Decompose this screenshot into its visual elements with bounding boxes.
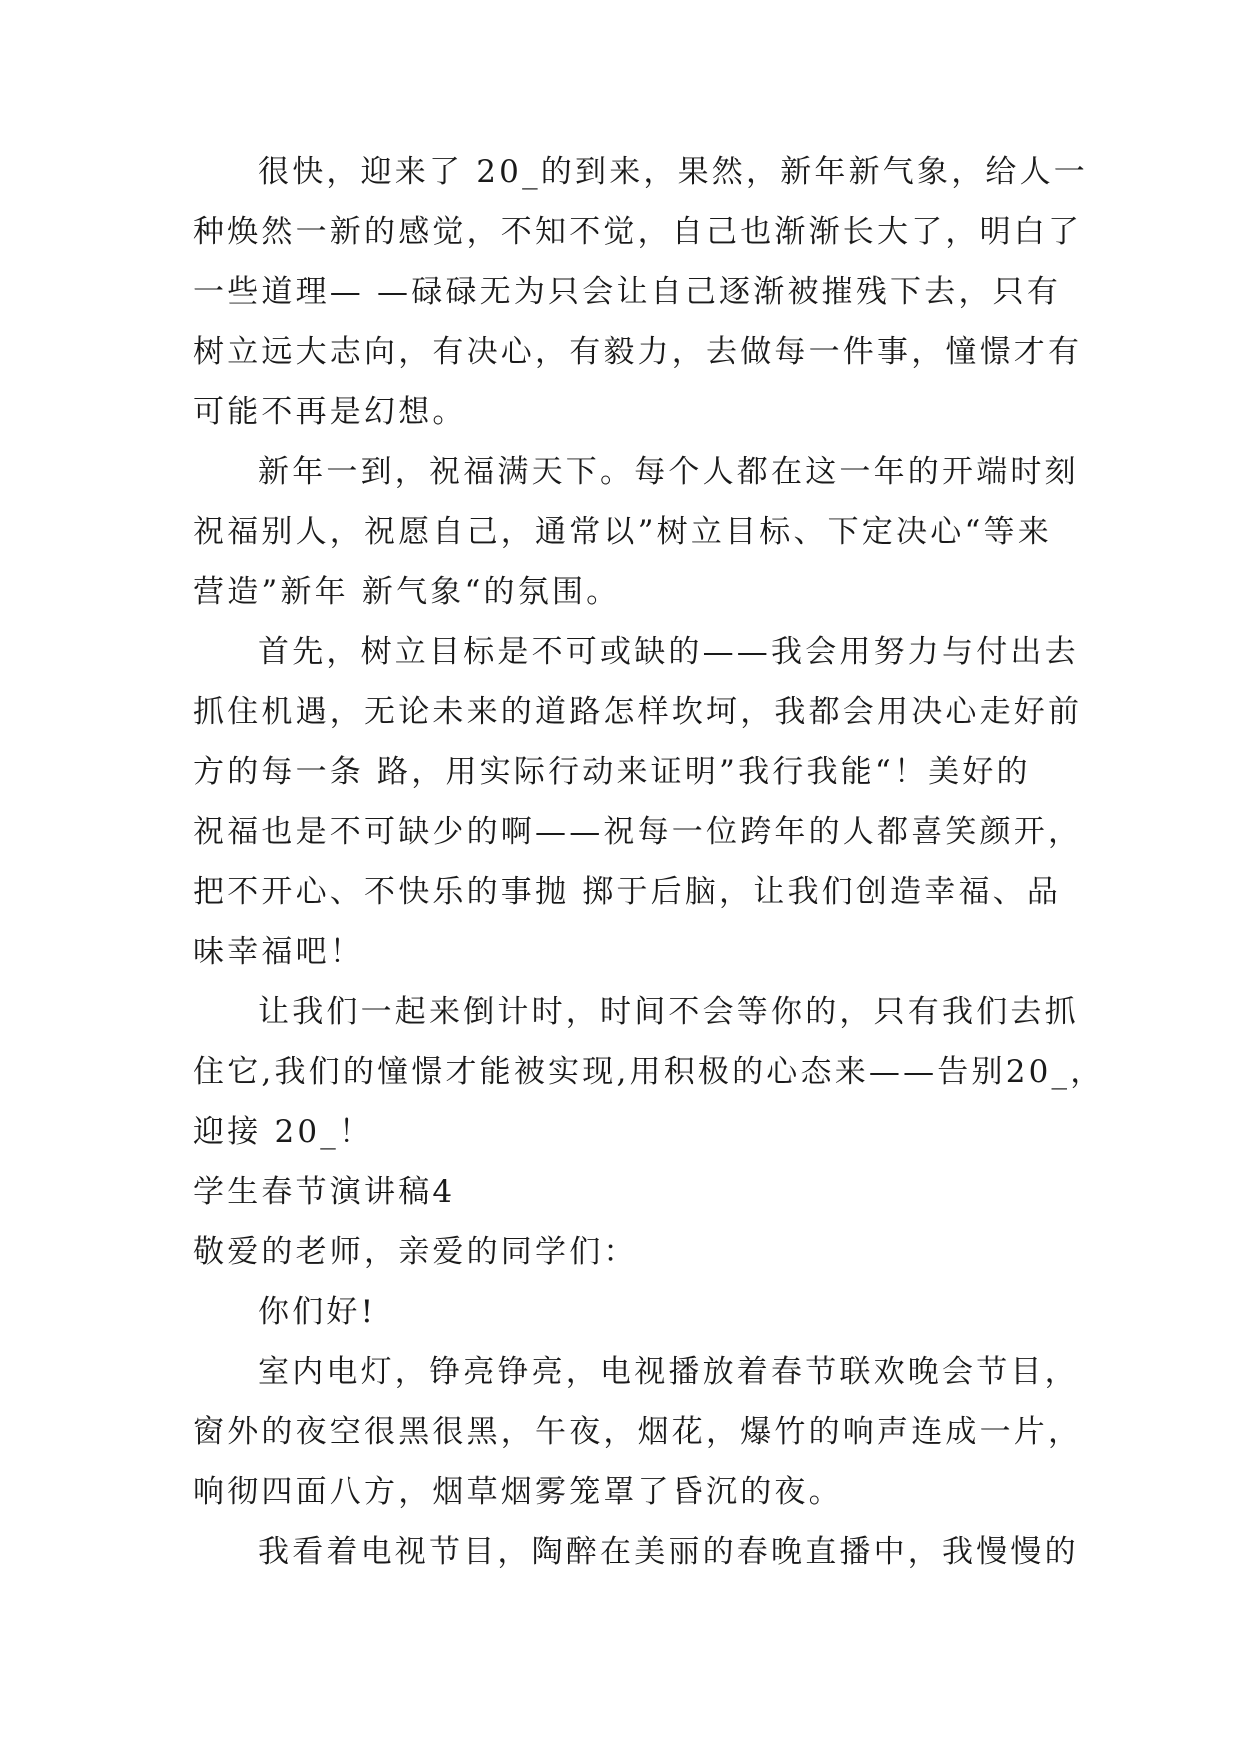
greeting: 你们好! xyxy=(258,1294,377,1330)
paragraph-5-line-2: 窗外的夜空很黑很黑，午夜，烟花，爆竹的响声连成一片， xyxy=(193,1414,1083,1450)
paragraph-4-line-1: 让我们一起来倒计时，时间不会等你的，只有我们去抓 xyxy=(258,994,1079,1030)
section-title: 学生春节演讲稿4 xyxy=(193,1174,456,1210)
paragraph-3-line-3: 方的每一条 路，用实际行动来证明”我行我能“！美好的 xyxy=(193,754,1031,790)
paragraph-4-line-3: 迎接 20_！ xyxy=(193,1114,374,1150)
paragraph-1-line-2: 种焕然一新的感觉，不知不觉，自己也渐渐长大了，明白了 xyxy=(193,214,1083,250)
paragraph-2-line-3: 营造”新年 新气象“的氛围。 xyxy=(193,574,621,610)
paragraph-2-line-2: 祝福别人，祝愿自己，通常以”树立目标、下定决心“等来 xyxy=(193,514,1052,550)
paragraph-3-line-1: 首先，树立目标是不可或缺的——我会用努力与付出去 xyxy=(258,634,1079,670)
paragraph-5-line-1: 室内电灯，铮亮铮亮，电视播放着春节联欢晚会节目， xyxy=(258,1354,1079,1390)
paragraph-5-line-3: 响彻四面八方，烟草烟雾笼罩了昏沉的夜。 xyxy=(193,1474,843,1510)
paragraph-3-line-6: 味幸福吧！ xyxy=(193,934,364,970)
paragraph-2-line-1: 新年一到，祝福满天下。每个人都在这一年的开端时刻 xyxy=(258,454,1079,490)
paragraph-6-line-1: 我看着电视节目，陶醉在美丽的春晚直播中，我慢慢的 xyxy=(258,1534,1079,1570)
paragraph-4-line-2: 住它,我们的憧憬才能被实现,用积极的心态来——告别20_， xyxy=(193,1054,1105,1090)
paragraph-3-line-4: 祝福也是不可缺少的啊——祝每一位跨年的人都喜笑颜开， xyxy=(193,814,1083,850)
paragraph-1-line-1: 很快，迎来了 20_的到来，果然，新年新气象，给人一 xyxy=(258,154,1088,190)
paragraph-1-line-5: 可能不再是幻想。 xyxy=(193,394,467,430)
paragraph-3-line-2: 抓住机遇，无论未来的道路怎样坎坷，我都会用决心走好前 xyxy=(193,694,1083,730)
paragraph-3-line-5: 把不开心、不快乐的事抛 掷于后脑，让我们创造幸福、品 xyxy=(193,874,1062,910)
paragraph-1-line-4: 树立远大志向，有决心，有毅力，去做每一件事，憧憬才有 xyxy=(193,334,1083,370)
salutation: 敬爱的老师，亲爱的同学们： xyxy=(193,1234,638,1270)
paragraph-1-line-3: 一些道理— —碌碌无为只会让自己逐渐被摧残下去，只有 xyxy=(193,274,1062,310)
